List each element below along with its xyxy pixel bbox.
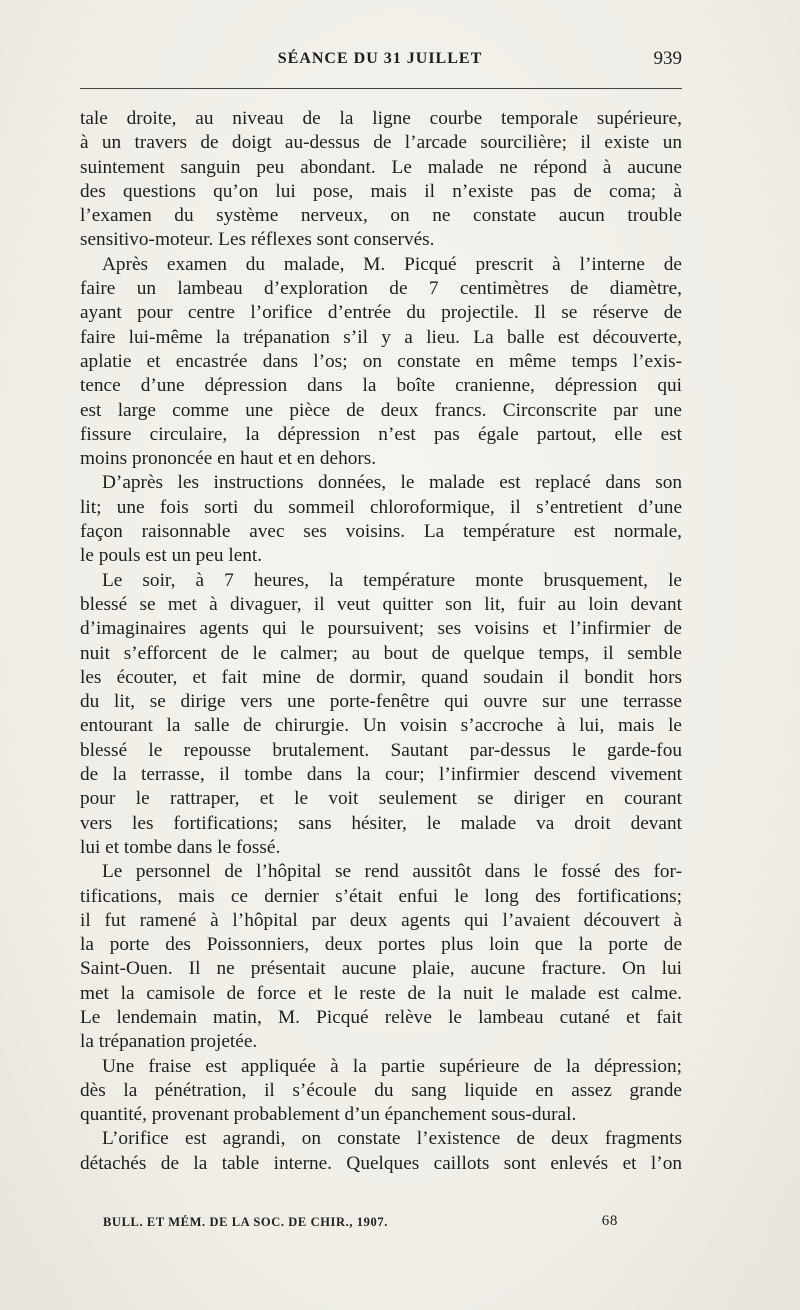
- text-line: sensitivo-moteur. Les réflexes sont conservés.: [80, 229, 435, 251]
- text-line: l’examen du système nerveux, on ne constate aucun trouble: [80, 205, 682, 227]
- paragraph-start: Après examen du malade, M. Picqué prescrit à l’interne de: [102, 253, 682, 275]
- page-number: 939: [653, 48, 682, 69]
- text-line: le pouls est un peu lent.: [80, 545, 263, 567]
- text-line: à un travers de doigt au-dessus de l’arcade sourcilière; il existe un: [80, 132, 682, 154]
- text-line: ayant pour centre l’orifice d’entrée du projectile. Il se réserve de: [80, 302, 682, 324]
- text-line: tence d’une dépression dans la boîte cranienne, dépression qui: [80, 375, 682, 397]
- text-line: faire un lambeau d’exploration de 7 centimètres de diamètre,: [80, 278, 682, 300]
- text-line: blessé le repousse brutalement. Sautant par-dessus le garde-fou: [80, 739, 682, 761]
- text-line: entourant la salle de chirurgie. Un voisin s’accroche à lui, mais le: [80, 715, 682, 737]
- text-line: de la terrasse, il tombe dans la cour; l’infirmier descend vivement: [80, 764, 682, 786]
- header-rule: [80, 88, 682, 89]
- text-line: nuit s’efforcent de le calmer; au bout de quelque temps, il semble: [80, 642, 682, 664]
- text-line: tifications, mais ce dernier s’était enfui le long des fortifications;: [80, 885, 682, 907]
- body-text: [80, 107, 682, 1176]
- text-line: fissure circulaire, la dépression n’est pas égale partout, elle est: [80, 423, 682, 445]
- text-line: il fut ramené à l’hôpital par deux agents qui l’avaient découvert à: [80, 909, 682, 931]
- paragraph-start: Le personnel de l’hôpital se rend aussitôt dans le fossé des for-: [102, 861, 682, 883]
- paragraph-start: L’orifice est agrandi, on constate l’existence de deux fragments: [102, 1128, 682, 1150]
- text-line: tale droite, au niveau de la ligne courbe temporale supérieure,: [80, 108, 682, 129]
- page-footer: [103, 1213, 618, 1235]
- text-line: la porte des Poissonniers, deux portes plus loin que la porte de: [80, 934, 682, 956]
- paragraph-start: D’après les instructions données, le malade est replacé dans son: [102, 472, 682, 494]
- text-line: les écouter, et fait mine de dormir, quand soudain il bondit hors: [80, 666, 682, 688]
- signature-mark: 68: [601, 1213, 618, 1229]
- text-line: du lit, se dirige vers une porte-fenêtre qui ouvre sur une terrasse: [80, 691, 682, 713]
- text-line: détachés de la table interne. Quelques caillots sont enlevés et l’on: [80, 1152, 682, 1174]
- text-line: quantité, provenant probablement d’un épanchement sous-dural.: [80, 1104, 577, 1126]
- text-line: Le lendemain matin, M. Picqué relève le lambeau cutané et fait: [80, 1006, 682, 1028]
- text-line: dès la pénétration, il s’écoule du sang liquide en assez grande: [80, 1079, 682, 1101]
- paragraph-start: Le soir, à 7 heures, la température monte brusquement, le: [102, 569, 682, 591]
- text-line: blessé se met à divaguer, il veut quitter son lit, fuir au loin devant: [80, 593, 682, 615]
- text-line: suintement sanguin peu abondant. Le malade ne répond à aucune: [80, 156, 682, 178]
- text-line: des questions qu’on lui pose, mais il n’existe pas de coma; à: [80, 180, 682, 202]
- text-line: d’imaginaires agents qui le poursuivent; ses voisins et l’infirmier de: [80, 618, 682, 640]
- text-line: lui et tombe dans le fossé.: [80, 836, 281, 858]
- paragraph-start: Une fraise est appliquée à la partie supérieure de la dépression;: [102, 1055, 682, 1077]
- page-header: [78, 46, 682, 76]
- journal-citation: BULL. ET MÉM. DE LA SOC. DE CHIR., 1907.: [103, 1215, 388, 1229]
- text-line: façon raisonnable avec ses voisins. La température est normale,: [80, 521, 682, 543]
- text-line: aplatie et encastrée dans l’os; on constate en même temps l’exis-: [80, 350, 682, 372]
- text-line: met la camisole de force et le reste de la nuit le malade est calme.: [80, 982, 682, 1004]
- text-line: est large comme une pièce de deux francs. Circonscrite par une: [80, 399, 682, 421]
- text-line: la trépanation projetée.: [80, 1031, 258, 1053]
- text-line: pour le rattraper, et le voit seulement se diriger en courant: [80, 788, 682, 810]
- text-line: lit; une fois sorti du sommeil chloroformique, il s’entretient d’une: [80, 496, 682, 518]
- running-title: SÉANCE DU 31 JUILLET: [277, 50, 483, 67]
- text-line: faire lui-même la trépanation s’il y a lieu. La balle est découverte,: [80, 326, 682, 348]
- text-line: Saint-Ouen. Il ne présentait aucune plaie, aucune fracture. On lui: [80, 958, 682, 980]
- text-line: vers les fortifications; sans hésiter, le malade va droit devant: [80, 812, 682, 834]
- text-line: moins prononcée en haut et en dehors.: [80, 448, 377, 470]
